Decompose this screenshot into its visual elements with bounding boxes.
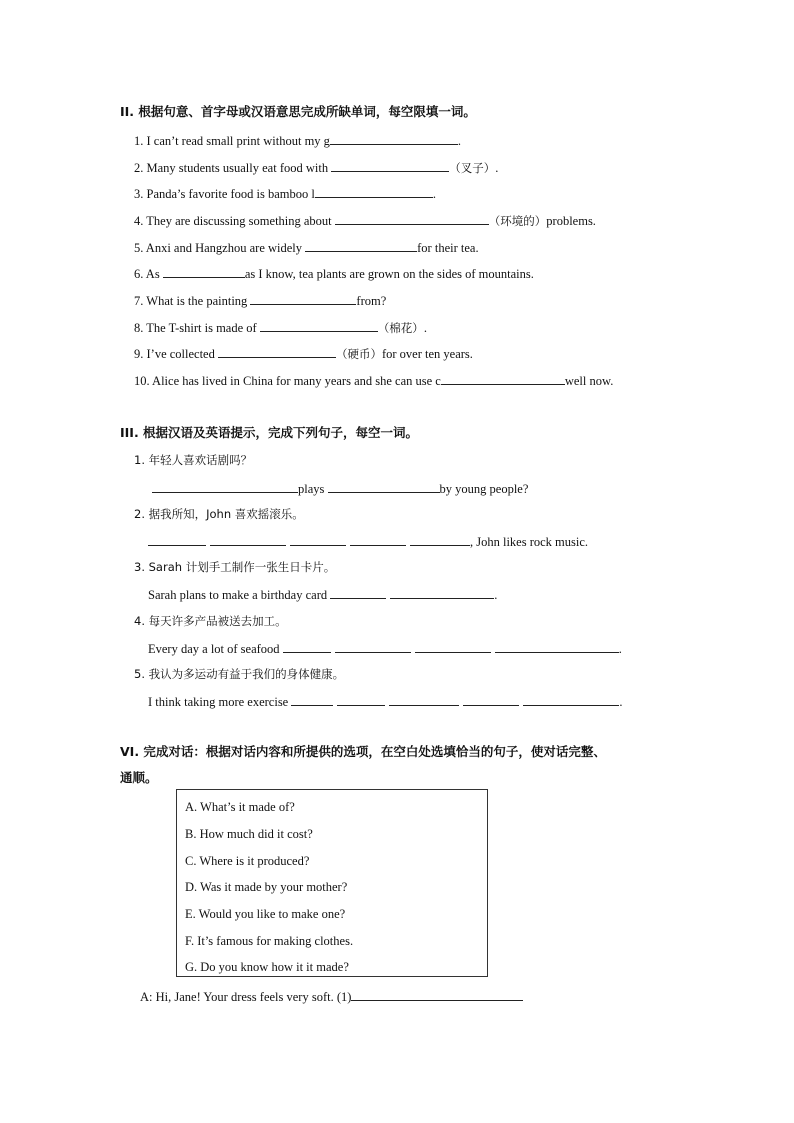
answer-blank[interactable] [163, 265, 245, 278]
s2-item-3: 3. Panda’s favorite food is bamboo l . [134, 187, 436, 201]
answer-blank[interactable] [415, 640, 491, 653]
answer-blank[interactable] [210, 533, 286, 546]
answer-blank[interactable] [523, 693, 619, 706]
s2-item-10: 10. Alice has lived in China for many years and she can use c well now. [134, 374, 614, 388]
answer-blank[interactable] [495, 640, 619, 653]
s3-item-3-english: Sarah plans to make a birthday card . [148, 588, 498, 602]
answer-blank[interactable] [350, 533, 406, 546]
answer-blank[interactable] [291, 693, 333, 706]
section-2-heading: II. 根据句意、首字母或汉语意思完成所缺单词，每空限填一词。 [120, 104, 476, 119]
s2-item-5: 5. Anxi and Hangzhou are widely for their tea. [134, 241, 479, 255]
option-b: B. How much did it cost? [185, 827, 313, 841]
s2-item-1: 1. I can’t read small print without my g . [134, 134, 462, 148]
answer-blank[interactable] [441, 372, 565, 385]
answer-blank[interactable] [331, 159, 449, 172]
s3-item-1-english: plays by young people? [152, 480, 528, 497]
option-a: A. What’s it made of? [185, 800, 295, 814]
answer-blank[interactable] [260, 319, 378, 332]
s3-item-1-chinese: 1. 年轻人喜欢话剧吗？ [134, 453, 253, 467]
answer-blank[interactable] [351, 988, 523, 1001]
option-c: C. Where is it produced? [185, 854, 310, 868]
s2-item-6: 6. As as I know, tea plants are grown on the sides of mountains. [134, 267, 534, 281]
answer-blank[interactable] [330, 132, 458, 145]
answer-blank[interactable] [330, 586, 386, 599]
answer-blank[interactable] [250, 292, 356, 305]
s2-item-2: 2. Many students usually eat food with （叉子）. [134, 161, 499, 175]
s3-item-5-chinese: 5. 我认为多运动有益于我们的身体健康。 [134, 667, 345, 681]
option-f: F. It’s famous for making clothes. [185, 934, 354, 948]
option-g: G. Do you know how it it made? [185, 960, 349, 974]
s2-item-8: 8. The T-shirt is made of （棉花）. [134, 321, 427, 335]
answer-blank[interactable] [335, 212, 489, 225]
dialog-line-1: A: Hi, Jane! Your dress feels very soft. (1) [140, 988, 523, 1005]
s3-item-2-english: , John likes rock music. [148, 533, 588, 550]
options-box [176, 789, 488, 977]
answer-blank[interactable] [463, 693, 519, 706]
s3-item-3-chinese: 3. Sarah 计划手工制作一张生日卡片。 [134, 560, 336, 574]
answer-blank[interactable] [283, 640, 331, 653]
answer-blank[interactable] [390, 586, 494, 599]
answer-blank[interactable] [389, 693, 459, 706]
section-3-heading: III. 根据汉语及英语提示，完成下列句子，每空一词。 [120, 425, 419, 440]
s2-item-9: 9. I’ve collected （硬币）for over ten years. [134, 347, 473, 361]
section-6-heading: VI. 完成对话：根据对话内容和所提供的选项，在空白处选填恰当的句子，使对话完整、 通顺。 [120, 744, 606, 785]
answer-blank[interactable] [315, 185, 433, 198]
s3-item-2-chinese: 2. 据我所知，John 喜欢摇滚乐。 [134, 507, 304, 521]
answer-blank[interactable] [290, 533, 346, 546]
s3-item-4-english: Every day a lot of seafood . [148, 642, 622, 656]
s2-item-7: 7. What is the painting from? [134, 294, 387, 308]
s2-item-4: 4. They are discussing something about （环境的）problems. [134, 214, 596, 228]
s3-item-5-english: I think taking more exercise . [148, 695, 623, 709]
option-d: D. Was it made by your mother? [185, 880, 348, 894]
answer-blank[interactable] [410, 533, 470, 546]
answer-blank[interactable] [337, 693, 385, 706]
answer-blank[interactable] [305, 239, 417, 252]
answer-blank[interactable] [335, 640, 411, 653]
answer-blank[interactable] [218, 345, 336, 358]
answer-blank[interactable] [152, 480, 298, 493]
option-e: E. Would you like to make one? [185, 907, 346, 921]
answer-blank[interactable] [148, 533, 206, 546]
s3-item-4-chinese: 4. 每天许多产品被送去加工。 [134, 614, 287, 628]
answer-blank[interactable] [328, 480, 440, 493]
